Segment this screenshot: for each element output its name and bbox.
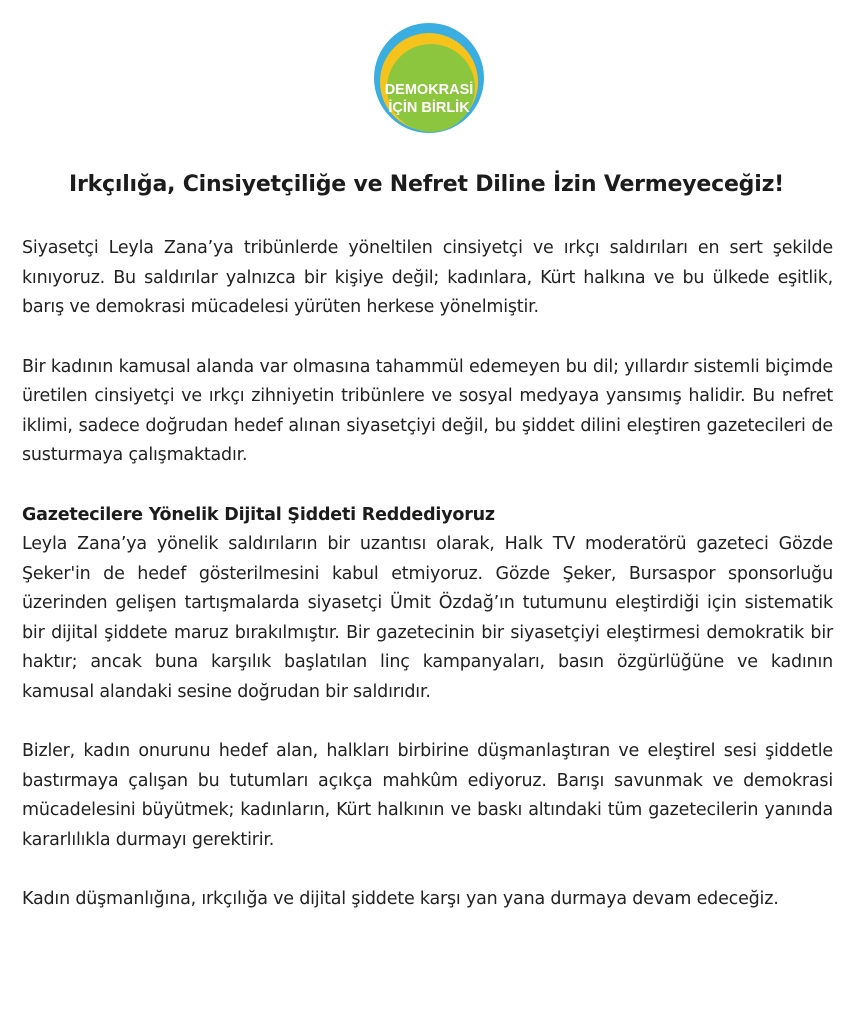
paragraph-1: Siyasetçi Leyla Zana’ya tribünlerde yöneltilen cinsiyetçi ve ırkçı saldırıları en sert şekilde kınıyoruz. Bu saldırılar yalnızca bir kişiye değil; kadınlara, Kürt halkına ve bu ülkede eşitlik, barış ve demokrasi mücadelesi yürüten herkese yönelmiştir. [22, 238, 833, 317]
logo-emblem [363, 22, 495, 134]
paragraph-3: Leyla Zana’ya yönelik saldırıların bir uzantısı olarak, Halk TV moderatörü gazeteci Gözde Şeker'in de hedef gösterilmesini kabul etmiyoruz. Gözde Şeker, Bursaspor sponsorluğu üzerinden gelişen tartışmalarda siyasetçi Ümit Özdağ’ın tutumunu eleştirdiği için sistematik bir dijital şiddete maruz bırakılmıştır. Bir gazetecinin bir siyasetçiyi eleştirmesi demokratik bir haktır; ancak buna karşılık başlatılan linç kampanyaları, basın özgürlüğüne ve kadının kamusal alandaki sesine doğrudan bir saldırıdır. [22, 534, 833, 702]
paragraph-4: Bizler, kadın onurunu hedef alan, halkları birbirine düşmanlaştıran ve eleştirel sesi şiddetle bastırmaya çalışan bu tutumları açıkça mahkûm ediyoruz. Barışı savunmak ve demokrasi mücadelesini büyütmek; kadınların, Kürt halkının ve baskı altındaki tüm gazetecilerin yanında kararlılıkla durmayı gerektirir. [22, 741, 833, 850]
paragraph-5: Kadın düşmanlığına, ırkçılığa ve dijital şiddete karşı yan yana durmaya devam edeceğiz. [22, 889, 779, 909]
logo-text-line2: İÇİN BİRLİK [388, 100, 470, 116]
paragraph-2: Bir kadının kamusal alanda var olmasına tahammül edemeyen bu dil; yıllardır sistemli biçimde üretilen cinsiyetçi ve ırkçı zihniyetin tribünlere ve sosyal medyaya yansımış halidir. Bu nefret iklimi, sadece doğrudan hedef alınan siyasetçiyi değil, bu şiddet dilini eleştiren gazetecileri de susturmaya çalışmaktadır. [22, 356, 833, 465]
demokrasi-icin-birlik-logo [363, 22, 495, 134]
section-subheading: Gazetecilere Yönelik Dijital Şiddeti Reddediyoruz [22, 504, 495, 525]
statement-title: Irkçılığa, Cinsiyetçiliğe ve Nefret Diline İzin Vermeyeceğiz! [68, 172, 785, 197]
statement-body [22, 234, 833, 945]
logo-text-line1: DEMOKRASİ [384, 82, 474, 98]
